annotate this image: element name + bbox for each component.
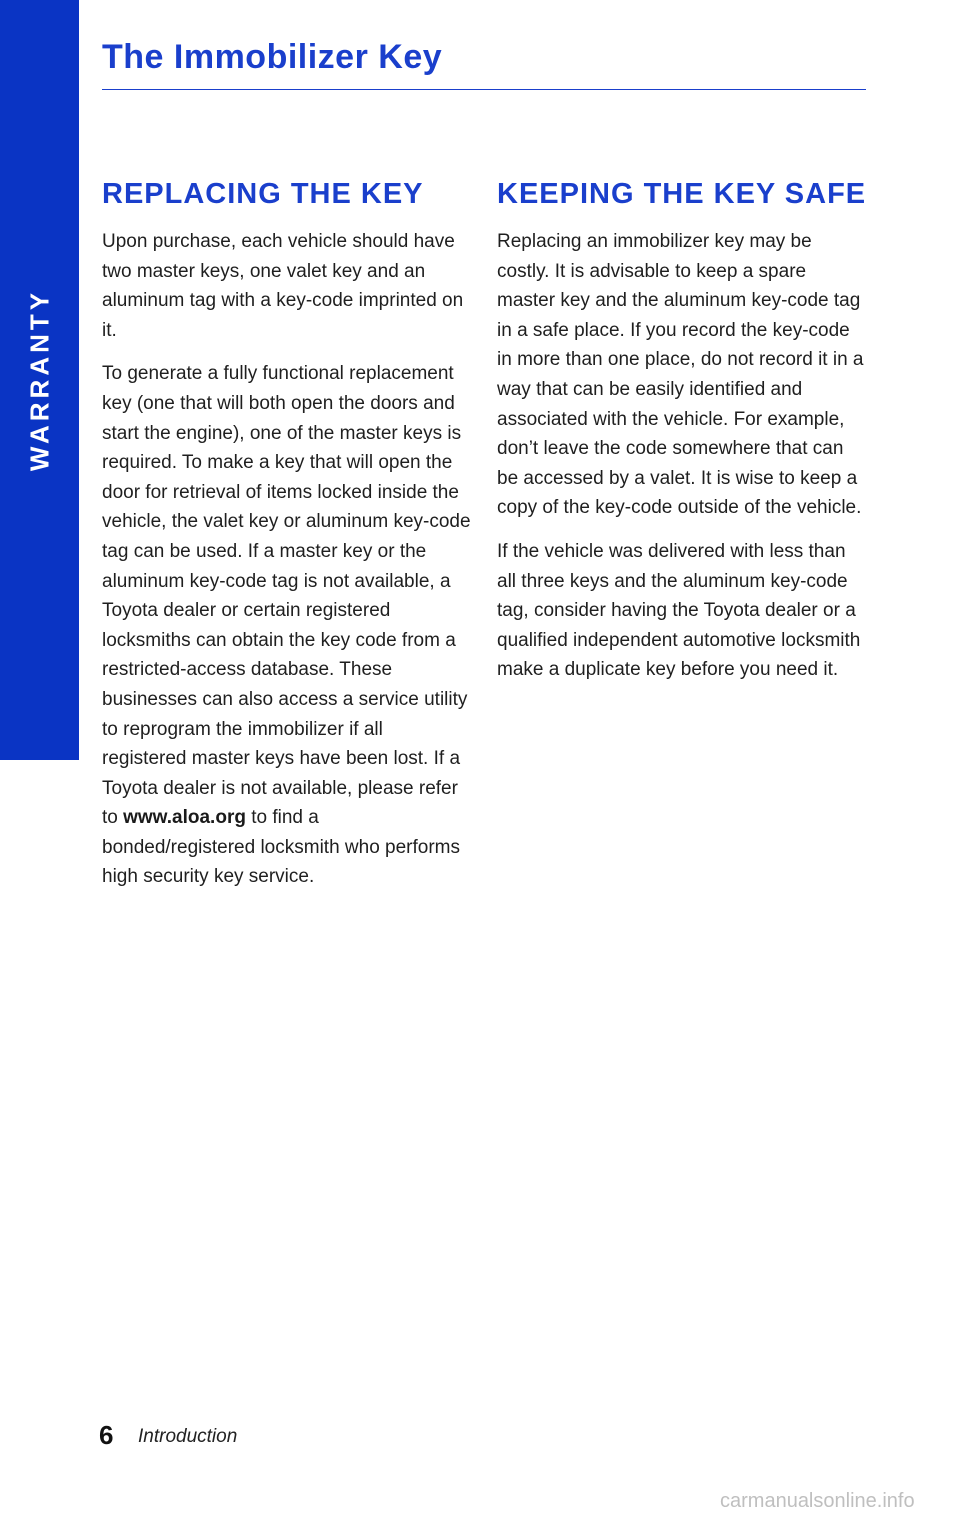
replacing-key-section <box>102 178 472 906</box>
keeping-key-safe-paragraph-2: If the vehicle was delivered with less than all three keys and the aluminum key-code tag, consider having the Toyota dealer or a qualified independent automotive locksmith make a duplicate key before you need it. <box>497 540 861 681</box>
aloa-link[interactable]: www.aloa.org <box>123 807 246 829</box>
replacing-key-heading: REPLACING THE KEY <box>102 178 424 210</box>
replacing-key-paragraph-2 <box>102 359 472 892</box>
side-tab-label: WARRANTY <box>24 288 55 472</box>
page-number: 6 <box>99 1420 114 1450</box>
replacing-key-paragraph-2-text-b: to find a bonded/registered locksmith who performs high security key service. <box>102 807 461 888</box>
footer-section-name: Introduction <box>138 1426 238 1447</box>
side-tab <box>0 0 79 760</box>
keeping-key-safe-heading: KEEPING THE KEY SAFE <box>497 178 867 210</box>
replacing-key-paragraph-2-text-a: To generate a fully functional replacement key (one that will both open the doors and start the engine), one of the master keys is required. To make a key that will open the door for retrieval of items locked inside the vehicle, the valet key or aluminum key-code tag can be used. If a master key or the aluminum key-code tag is not available, a Toyota dealer or certain registered locksmiths can obtain the key code from a restricted-access database. These businesses can also access a service utility to reprogram the immobilizer if all registered master keys have been lost. If a Toyota dealer is not available, please refer to <box>102 363 471 829</box>
keeping-key-safe-paragraph-1: Replacing an immobilizer key may be costly. It is advisable to keep a spare master key and the aluminum key-code tag in a safe place. If you record the key-code in more than one place, do not record it in a way that can be easily identified and associated with the vehicle. For example, don’t leave the code somewhere that can be accessed by a valet. It is wise to keep a copy of the key-code outside of the vehicle. <box>497 231 864 519</box>
title-divider <box>102 89 866 90</box>
replacing-key-paragraph-1: Upon purchase, each vehicle should have two master keys, one valet key and an aluminum tag with a key-code imprinted on it. <box>102 231 464 341</box>
keeping-key-safe-section <box>497 178 869 699</box>
watermark: carmanualsonline.info <box>720 1490 915 1512</box>
page-title: The Immobilizer Key <box>102 38 443 76</box>
